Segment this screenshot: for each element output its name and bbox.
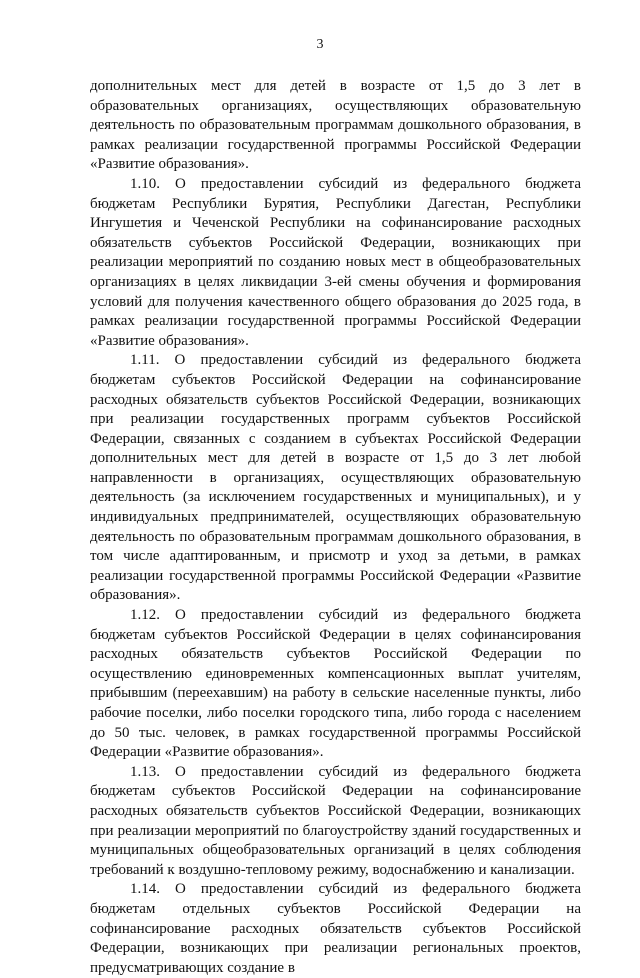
document-body bbox=[90, 77, 581, 978]
paragraph-continuation: дополнительных мест для детей в возрасте от 1,5 до 3 лет в образовательных организациях, осуществляющих образовательную деятельность по образовательным программам дошкольного образования, в рамках реализации государственной программы Российской Федерации «Развитие образования». bbox=[90, 78, 581, 173]
paragraph-1-10: 1.10. О предоставлении субсидий из федерального бюджета бюджетам Республики Бурятия, Республики Дагестан, Республики Ингушетия и Чеченской Республики на софинансирование расходных обязательств субъектов Российской Федерации, возникающих при реализации мероприятий по созданию новых мест в общеобразовательных организациях в целях ликвидации 3-ей смены обучения и формирования условий для получения качественного общего образования до 2025 года, в рамках реализации государственной программы Российской Федерации «Развитие образования». bbox=[90, 175, 581, 349]
paragraph-1-13: 1.13. О предоставлении субсидий из федерального бюджета бюджетам субъектов Российской Федерации на софинансирование расходных обязательств субъектов Российской Федерации, возникающих при реализации мероприятий по благоустройству зданий государственных и муниципальных общеобразовательных организаций в целях соблюдения требований к воздушно-тепловому режиму, водоснабжению и канализации. bbox=[90, 763, 581, 878]
page-number: 3 bbox=[316, 37, 324, 52]
paragraph-1-14: 1.14. О предоставлении субсидий из федерального бюджета бюджетам отдельных субъектов Российской Федерации на софинансирование расходных обязательств субъектов Российской Федерации, возникающих при реализации региональных проектов, предусматривающих создание в bbox=[90, 881, 581, 976]
paragraph-1-11: 1.11. О предоставлении субсидий из федерального бюджета бюджетам субъектов Российской Федерации на софинансирование расходных обязательств субъектов Российской Федерации, возникающих при реализации государственных программ субъектов Российской Федерации, связанных с созданием в субъектах Российской Федерации дополнительных мест для детей в возрасте от 1,5 до 3 лет любой направленности в организациях, осуществляющих образовательную деятельность (за исключением государственных и муниципальных), и у индивидуальных предпринимателей, осуществляющих образовательную деятельность по образовательным программам дошкольного образования, в том числе адаптированным, и присмотр и уход за детьми, в рамках реализации государственной программы Российской Федерации «Развитие образования». bbox=[90, 352, 581, 604]
paragraph-1-12: 1.12. О предоставлении субсидий из федерального бюджета бюджетам субъектов Российской Федерации в целях софинансирования расходных обязательств субъектов Российской Федерации по осуществлению единовременных компенсационных выплат учителям, прибывшим (переехавшим) на работу в сельские населенные пункты, либо рабочие поселки, либо поселки городского типа, либо города с населением до 50 тыс. человек, в рамках государственной программы Российской Федерации «Развитие образования». bbox=[90, 607, 581, 761]
